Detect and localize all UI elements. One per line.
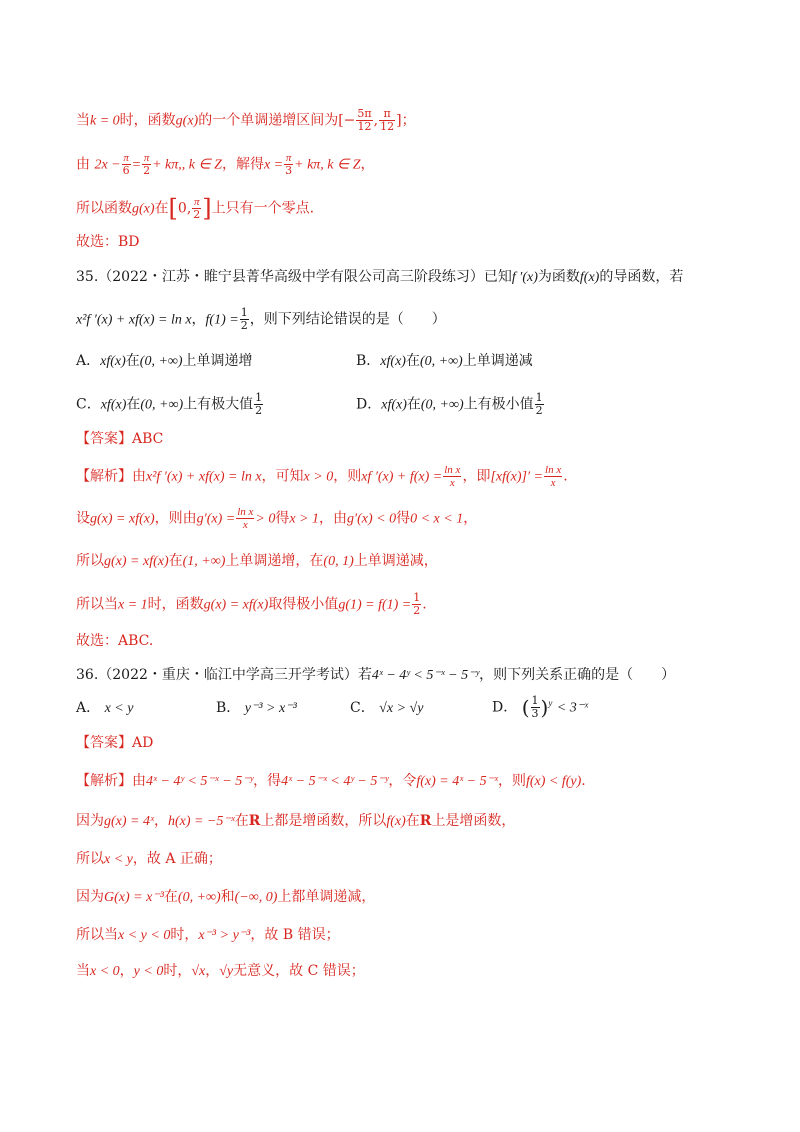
q35-option-b: B．xf(x)在(0, +∞)上单调递减 [356, 353, 533, 369]
q35-stem-line1: 35.（2022・江苏・睢宁县菁华高级中学有限公司高三阶段练习）已知f ′(x)为函数f(x)的导函数，若 [76, 269, 684, 285]
q36-option-d: D． ( $\frac{1}{3}$ )$^y$ < 3⁻ˣ [492, 694, 589, 720]
q35-analysis-line2: 设g(x) = xf(x)，则由g′(x) = $\frac{\text{ln x}}{x}$ > 0得x > 1，由g′(x) < 0得0 < x < 1， [76, 506, 478, 531]
q36-stem: 36.（2022・重庆・临江中学高三开学考试）若4ˣ − 4ʸ < 5⁻ˣ − 5⁻ʸ，则下列关系正确的是（ ） [76, 667, 676, 683]
solution-choice-bd: 故选：BD [76, 234, 140, 250]
q36-analysis-line6: 当x < 0，y < 0时，√x，√y无意义，故 C 错误； [76, 963, 365, 979]
solution-line-zero-equation: 由 2x − $\frac{\pi}{6}$ = $\frac{\pi}{2}$ + kπ,, k ∈ Z，解得x = $\frac{\pi}{3}$ + kπ, k ∈ Z， [76, 152, 375, 177]
q36-analysis-line5: 所以当x < y < 0时，x⁻³ > y⁻³，故 B 错误； [76, 927, 340, 943]
q36-analysis-line1: 【解析】由4ˣ − 4ʸ < 5⁻ˣ − 5⁻ʸ，得4ˣ − 5⁻ˣ < 4ʸ − 5⁻ʸ，令f(x) = 4ˣ − 5⁻ˣ，则f(x) < f(y). [76, 773, 586, 789]
q36-option-c: C． √x > √y [350, 700, 424, 716]
q35-answer: 【答案】ABC [76, 431, 164, 447]
q36-option-b: B． y⁻³ > x⁻³ [216, 700, 297, 716]
q36-analysis-line3: 所以x < y，故 A 正确； [76, 851, 222, 867]
q35-analysis-line4: 所以当x = 1时，函数g(x) = xf(x)取得极小值g(1) = f(1) = $\frac{1}{2}$ . [76, 591, 427, 617]
q35-analysis-line1: 【解析】由x²f ′(x) + xf(x) = ln x，可知x > 0，则xf ′(x) + f(x) = $\frac{\text{ln x}}{x}$ ，即[xf(x)]′ = $\frac{\text{ln x}}{x}$ . [76, 464, 568, 489]
solution-line-monotone-interval: 当k = 0时，函数g(x)的一个单调递增区间为[− $\frac{5\pi}{12}$ , $\frac{\pi}{12}$ ]； [76, 107, 416, 133]
q35-option-c: C．xf(x)在(0, +∞)上有极大值 $\frac{1}{2}$ [76, 391, 263, 417]
solution-line-one-zero: 所以函数g(x)在[0, $\frac{\pi}{2}$ ]上只有一个零点. [76, 194, 315, 223]
q36-analysis-line2: 因为g(x) = 4ˣ，h(x) = −5⁻ˣ在R上都是增函数，所以f(x)在R上是增函数， [76, 813, 516, 829]
q36-answer: 【答案】AD [76, 735, 154, 751]
q35-option-d: D．xf(x)在(0, +∞)上有极小值 $\frac{1}{2}$ [356, 391, 543, 417]
q36-option-a: A． x < y [76, 700, 134, 716]
q36-analysis-line4: 因为G(x) = x⁻³在(0, +∞)和(−∞, 0)上都单调递减， [76, 889, 376, 905]
q35-stem-line2: x²f ′(x) + xf(x) = ln x，f(1) = $\frac{1}{2}$ ，则下列结论错误的是（ ） [76, 306, 446, 332]
q35-choice-abc: 故选：ABC. [76, 633, 154, 649]
q35-analysis-line3: 所以g(x) = xf(x)在(1, +∞)上单调递增，在(0, 1)上单调递减， [76, 553, 438, 569]
q35-option-a: A．xf(x)在(0, +∞)上单调递增 [76, 353, 253, 369]
